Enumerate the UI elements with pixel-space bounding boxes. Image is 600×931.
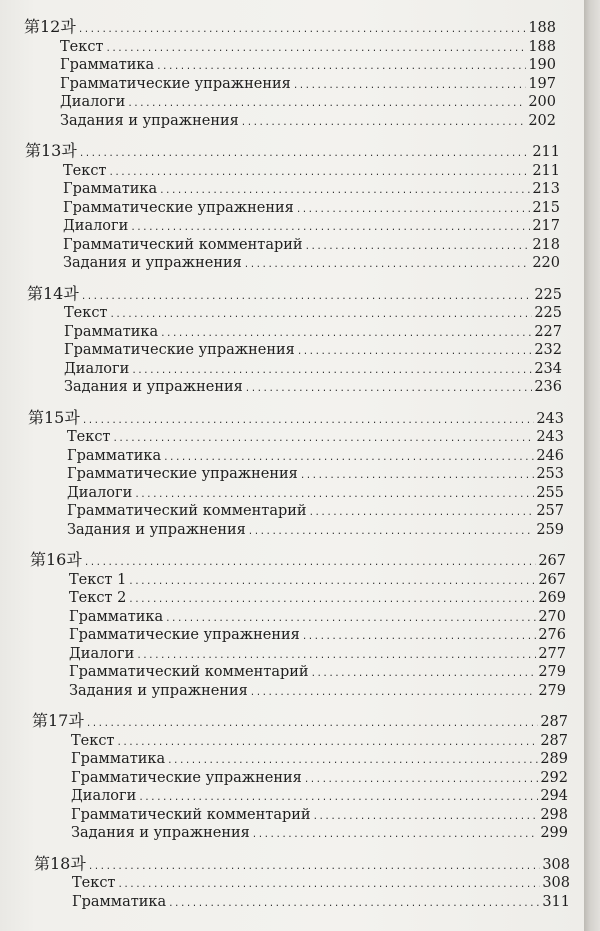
toc-entry[interactable] bbox=[71, 732, 568, 751]
chapter-title: 第18과 bbox=[34, 853, 86, 873]
page-number: 234 bbox=[534, 360, 562, 377]
chapter-title: 第13과 bbox=[25, 141, 77, 160]
entry-label: Грамматические упражнения bbox=[63, 199, 294, 216]
chapter-heading-row[interactable] bbox=[34, 855, 570, 874]
chapter-heading-row[interactable] bbox=[27, 285, 562, 304]
toc-entry[interactable] bbox=[64, 360, 562, 379]
entry-label: Текст bbox=[72, 875, 116, 891]
entry-label: Текст bbox=[71, 732, 115, 749]
entry-label: Задания и упражнения bbox=[67, 521, 246, 538]
entry-label: Грамматические упражнения bbox=[69, 627, 300, 643]
chapter-title: 第17과 bbox=[32, 711, 84, 730]
entry-label: Грамматические упражнения bbox=[67, 466, 298, 482]
toc-entry[interactable] bbox=[60, 56, 556, 75]
toc-entry[interactable] bbox=[69, 626, 566, 645]
entry-label: Грамматический комментарий bbox=[67, 503, 307, 519]
toc-entry[interactable] bbox=[67, 465, 564, 484]
entry-label: Диалоги bbox=[69, 645, 135, 662]
chapter-title: 第15과 bbox=[28, 407, 80, 427]
toc-entry[interactable] bbox=[72, 893, 570, 912]
toc-entry[interactable] bbox=[63, 180, 560, 199]
page-number: 287 bbox=[540, 714, 568, 730]
entry-label: Грамматика bbox=[63, 181, 158, 197]
page-number: 200 bbox=[528, 94, 556, 110]
toc-entry[interactable] bbox=[72, 874, 570, 893]
toc-entry[interactable] bbox=[64, 378, 562, 397]
entry-label: Задания и упражнения bbox=[69, 682, 248, 699]
toc-entry[interactable] bbox=[71, 769, 568, 788]
toc-entry[interactable] bbox=[60, 93, 556, 112]
entry-label: Диалоги bbox=[64, 360, 130, 377]
entry-label: Грамматический комментарий bbox=[71, 806, 311, 823]
page-number: 279 bbox=[538, 664, 566, 680]
entry-label: Грамматический комментарий bbox=[63, 236, 303, 253]
chapter-title: 第16과 bbox=[30, 550, 82, 569]
page-number: 225 bbox=[534, 305, 562, 321]
entry-label: Диалоги bbox=[71, 788, 137, 804]
toc-entry[interactable] bbox=[64, 323, 562, 342]
dot-leader bbox=[244, 256, 531, 275]
dot-leader bbox=[245, 380, 533, 399]
chapter-section bbox=[0, 285, 584, 397]
page-number: 287 bbox=[540, 732, 568, 749]
toc-entry[interactable] bbox=[60, 112, 556, 131]
dot-leader bbox=[168, 895, 540, 914]
chapter-heading-row[interactable] bbox=[25, 142, 560, 161]
entry-label: Текст bbox=[67, 429, 111, 445]
dot-leader bbox=[252, 826, 539, 845]
page-number: 292 bbox=[540, 769, 568, 786]
page-number: 311 bbox=[542, 893, 570, 910]
page-number: 217 bbox=[532, 218, 560, 234]
toc-entry[interactable] bbox=[63, 236, 560, 255]
entry-label: Диалоги bbox=[67, 484, 133, 501]
chapter-title: 第14과 bbox=[27, 283, 79, 303]
chapter-section bbox=[0, 409, 584, 540]
toc-entry[interactable] bbox=[67, 428, 564, 447]
entry-label: Текст bbox=[60, 38, 104, 55]
page-number: 232 bbox=[534, 342, 562, 358]
page-number: 211 bbox=[532, 162, 560, 179]
page-number: 188 bbox=[528, 38, 556, 55]
chapter-heading-row[interactable] bbox=[30, 551, 566, 570]
entry-label: Грамматика bbox=[72, 893, 167, 910]
toc-entry[interactable] bbox=[67, 484, 564, 503]
page-number: 215 bbox=[532, 199, 560, 216]
chapter-section bbox=[0, 142, 584, 273]
entry-label: Грамматические упражнения bbox=[60, 75, 291, 92]
chapter-section bbox=[0, 18, 584, 130]
page-number: 270 bbox=[538, 608, 566, 625]
page-number: 298 bbox=[540, 806, 568, 823]
chapter-section bbox=[0, 855, 584, 912]
entry-label: Грамматический комментарий bbox=[69, 664, 309, 680]
entry-label: Диалоги bbox=[60, 94, 126, 110]
entry-label: Текст bbox=[63, 162, 107, 179]
toc-entry[interactable] bbox=[63, 199, 560, 218]
entry-label: Задания и упражнения bbox=[63, 255, 242, 271]
page-number: 236 bbox=[534, 379, 562, 395]
toc-entry[interactable] bbox=[67, 521, 564, 540]
table-of-contents bbox=[0, 18, 584, 923]
toc-entry[interactable] bbox=[60, 75, 556, 94]
page-number: 246 bbox=[536, 447, 564, 464]
page-number: 308 bbox=[542, 856, 570, 873]
page-number: 279 bbox=[538, 682, 566, 699]
chapter-heading-row[interactable] bbox=[28, 409, 564, 428]
toc-entry[interactable] bbox=[71, 750, 568, 769]
page-number: 259 bbox=[536, 521, 564, 538]
page-number: 277 bbox=[538, 645, 566, 662]
chapter-title: 第12과 bbox=[24, 17, 76, 36]
entry-label: Текст 2 bbox=[69, 590, 127, 606]
chapter-section bbox=[0, 551, 584, 700]
toc-entry[interactable] bbox=[63, 162, 560, 181]
page-number: 213 bbox=[532, 181, 560, 197]
entry-label: Грамматика bbox=[71, 751, 166, 767]
toc-entry[interactable] bbox=[67, 502, 564, 521]
page-number: 197 bbox=[528, 75, 556, 92]
entry-label: Задания и упражнения bbox=[64, 379, 243, 395]
page-number: 225 bbox=[534, 286, 562, 303]
toc-entry[interactable] bbox=[69, 608, 566, 627]
entry-label: Грамматика bbox=[60, 57, 155, 73]
page-number: 269 bbox=[538, 590, 566, 606]
toc-entry[interactable] bbox=[64, 304, 562, 323]
toc-entry[interactable] bbox=[69, 663, 566, 682]
entry-label: Текст bbox=[64, 305, 108, 321]
page-number: 227 bbox=[534, 323, 562, 340]
page-number: 299 bbox=[540, 825, 568, 841]
toc-entry[interactable] bbox=[69, 571, 566, 590]
page-number: 255 bbox=[536, 484, 564, 501]
toc-entry[interactable] bbox=[71, 787, 568, 806]
page-number: 294 bbox=[540, 788, 568, 804]
dot-leader bbox=[250, 684, 537, 703]
toc-entry[interactable] bbox=[71, 806, 568, 825]
page-number: 257 bbox=[536, 503, 564, 519]
toc-entry[interactable] bbox=[69, 589, 566, 608]
entry-label: Текст 1 bbox=[69, 571, 127, 588]
entry-label: Грамматика bbox=[67, 447, 162, 464]
chapter-section bbox=[0, 712, 584, 843]
entry-label: Грамматические упражнения bbox=[64, 342, 295, 358]
page-number: 202 bbox=[528, 112, 556, 129]
toc-entry[interactable] bbox=[69, 645, 566, 664]
dot-leader bbox=[248, 523, 535, 542]
page-number: 243 bbox=[536, 410, 564, 427]
page-number: 267 bbox=[538, 553, 566, 569]
toc-entry[interactable] bbox=[71, 824, 568, 843]
entry-label: Грамматика bbox=[69, 608, 164, 625]
page-number: 243 bbox=[536, 429, 564, 445]
toc-entry[interactable] bbox=[63, 254, 560, 273]
entry-label: Задания и упражнения bbox=[71, 825, 250, 841]
entry-label: Грамматические упражнения bbox=[71, 769, 302, 786]
toc-entry[interactable] bbox=[69, 682, 566, 701]
page-edge bbox=[584, 0, 600, 931]
page-number: 308 bbox=[542, 875, 570, 891]
toc-entry[interactable] bbox=[67, 447, 564, 466]
toc-entry[interactable] bbox=[64, 341, 562, 360]
page-number: 190 bbox=[528, 57, 556, 73]
chapter-heading-row[interactable] bbox=[24, 18, 556, 37]
page-number: 220 bbox=[532, 255, 560, 271]
page-number: 267 bbox=[538, 571, 566, 588]
entry-label: Грамматика bbox=[64, 323, 159, 340]
entry-label: Задания и упражнения bbox=[60, 112, 239, 129]
toc-entry[interactable] bbox=[60, 38, 556, 57]
chapter-heading-row[interactable] bbox=[32, 712, 568, 731]
page-number: 188 bbox=[528, 20, 556, 36]
page-number: 276 bbox=[538, 627, 566, 643]
page-number: 289 bbox=[540, 751, 568, 767]
toc-entry[interactable] bbox=[63, 217, 560, 236]
dot-leader bbox=[241, 114, 527, 133]
page-number: 218 bbox=[532, 236, 560, 253]
page-number: 211 bbox=[532, 144, 560, 160]
entry-label: Диалоги bbox=[63, 218, 129, 234]
page-number: 253 bbox=[536, 466, 564, 482]
